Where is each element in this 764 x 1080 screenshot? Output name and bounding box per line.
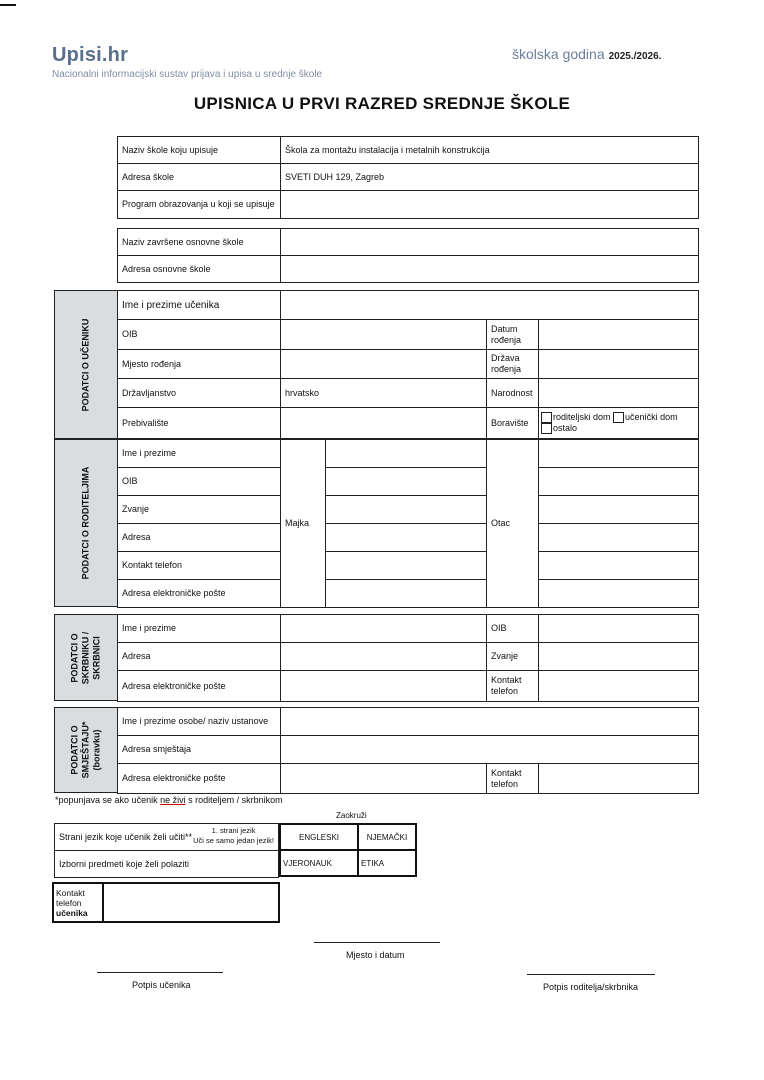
mother-email-field[interactable]	[326, 580, 487, 608]
program-label: Program obrazovanja u koji se upisuje	[118, 191, 281, 219]
father-phone-field[interactable]	[539, 552, 699, 580]
parents-section-title: PODATCI O RODITELJIMA	[80, 466, 91, 580]
choice-ethics[interactable]: ETIKA	[358, 850, 416, 876]
accommodation-table	[117, 707, 699, 794]
father-name-field[interactable]	[539, 440, 699, 468]
parents-section-header	[54, 439, 118, 607]
student-residence-field[interactable]	[281, 408, 487, 439]
father-address-field[interactable]	[539, 524, 699, 552]
accommodation-email-field[interactable]	[281, 764, 487, 794]
program-field[interactable]	[281, 191, 699, 219]
student-oib-field[interactable]	[281, 320, 487, 350]
language-note-1: 1. strani jezik	[211, 826, 256, 835]
guardian-table	[117, 614, 699, 702]
student-signature-line	[97, 972, 223, 973]
stay-option-1-checkbox[interactable]	[541, 412, 552, 423]
school-year	[512, 46, 661, 62]
parent-email-label: Adresa elektroničke pošte	[118, 580, 281, 608]
guardian-name-label: Ime i prezime	[118, 615, 281, 643]
student-signature-label: Potpis učenika	[132, 980, 191, 990]
student-contact-label-bold: učenika	[56, 907, 88, 918]
stay-option-3-label: ostalo	[553, 423, 578, 433]
scan-corner-mark	[0, 4, 16, 6]
mother-title-field[interactable]	[326, 496, 487, 524]
choices-table	[54, 823, 279, 878]
guardian-email-field[interactable]	[281, 671, 487, 702]
father-label: Otac	[487, 440, 539, 608]
parent-phone-label: Kontakt telefon	[118, 552, 281, 580]
parent-signature-line	[527, 974, 655, 975]
guardian-title-label: Zvanje	[487, 643, 539, 671]
mother-phone-field[interactable]	[326, 552, 487, 580]
guardian-phone-label: Kontakt telefon	[487, 671, 539, 702]
guardian-section-title: PODATCI O SKRBNIKU / SKRBNICI	[69, 631, 102, 684]
guardian-oib-label: OIB	[487, 615, 539, 643]
father-oib-field[interactable]	[539, 468, 699, 496]
place-date-line	[314, 942, 440, 943]
parent-address-label: Adresa	[118, 524, 281, 552]
guardian-address-field[interactable]	[281, 643, 487, 671]
student-country-field[interactable]	[539, 350, 699, 379]
student-section-header	[54, 290, 118, 439]
student-citizenship-field[interactable]: hrvatsko	[281, 379, 487, 408]
student-contact-field[interactable]	[103, 883, 279, 922]
student-birthplace-field[interactable]	[281, 350, 487, 379]
accommodation-name-label: Ime i prezime osobe/ naziv ustanove	[118, 708, 281, 736]
parent-signature-label: Potpis roditelja/skrbnika	[543, 982, 639, 992]
stay-option-2-label: učenički dom	[625, 411, 678, 422]
language-note-2: Uči se samo jedan jezik!	[193, 836, 274, 845]
accommodation-phone-field[interactable]	[539, 764, 699, 794]
footnote-post: s roditeljem / skrbnikom	[185, 795, 283, 805]
guardian-email-label: Adresa elektroničke pošte	[118, 671, 281, 702]
father-email-field[interactable]	[539, 580, 699, 608]
student-nationality-label: Narodnost	[487, 379, 539, 408]
student-section-title: PODATCI O UČENIKU	[80, 318, 91, 411]
guardian-name-field[interactable]	[281, 615, 487, 643]
stay-option-1-label: roditeljski dom	[553, 411, 611, 422]
mother-name-field[interactable]	[326, 440, 487, 468]
school-year-value: 2025./2026.	[608, 51, 662, 62]
stay-option-3-checkbox[interactable]	[541, 423, 552, 434]
guardian-phone-field[interactable]	[539, 671, 699, 702]
choice-german[interactable]: NJEMAČKI	[358, 824, 416, 850]
choice-options-grid	[279, 823, 417, 877]
school-address-field[interactable]: SVETI DUH 129, Zagreb	[281, 164, 699, 191]
guardian-title-field[interactable]	[539, 643, 699, 671]
school-name-field[interactable]: Škola za montažu instalacija i metalnih konstrukcija	[281, 137, 699, 164]
guardian-oib-field[interactable]	[539, 615, 699, 643]
accommodation-section-title: PODATCI O SMJEŠTAJU* (boravku)	[69, 721, 102, 779]
student-birthplace-label: Mjesto rođenja	[118, 350, 281, 379]
student-contact-label-text: Kontakt telefon	[56, 887, 85, 908]
footnote-pre: *popunjava se ako učenik	[55, 795, 161, 805]
student-contact-label	[53, 883, 103, 922]
primary-school-name-field[interactable]	[281, 229, 699, 256]
accommodation-section-header	[54, 707, 118, 793]
primary-school-address-label: Adresa osnovne škole	[118, 256, 281, 283]
school-name-label: Naziv škole koju upisuje	[118, 137, 281, 164]
student-residence-label: Prebivalište	[118, 408, 281, 439]
student-table	[117, 290, 699, 439]
student-citizenship-label: Državljanstvo	[118, 379, 281, 408]
accommodation-address-field[interactable]	[281, 736, 699, 764]
parent-name-label: Ime i prezime	[118, 440, 281, 468]
school-table	[117, 136, 699, 219]
parents-table	[117, 439, 699, 608]
mother-label: Majka	[281, 440, 326, 608]
language-label-text: Strani jezik koje učenik želi učiti**	[59, 831, 193, 842]
student-nationality-field[interactable]	[539, 379, 699, 408]
language-label	[55, 824, 279, 851]
primary-school-address-field[interactable]	[281, 256, 699, 283]
student-name-label-text: Ime i prezime učenika	[122, 299, 220, 311]
school-address-label: Adresa škole	[118, 164, 281, 191]
school-year-label: školska godina	[512, 46, 605, 62]
guardian-section-header	[54, 614, 118, 701]
student-contact-table	[52, 882, 280, 923]
footnote-underlined: ne živi	[160, 795, 186, 805]
student-dob-label: Datum rođenja	[487, 320, 539, 350]
circle-instruction: Zaokruži	[336, 811, 367, 820]
accommodation-address-label: Adresa smještaja	[118, 736, 281, 764]
logo: Upisi.hr	[52, 44, 129, 66]
accommodation-phone-label: Kontakt telefon	[487, 764, 539, 794]
parent-oib-label: OIB	[118, 468, 281, 496]
student-name-field[interactable]	[281, 291, 699, 320]
stay-option-2-checkbox[interactable]	[613, 412, 624, 423]
student-stay-label: Boravište	[487, 408, 539, 439]
page-title: UPISNICA U PRVI RAZRED SREDNJE ŠKOLE	[193, 94, 571, 113]
student-stay-options	[539, 408, 699, 439]
accommodation-email-label: Adresa elektroničke pošte	[118, 764, 281, 794]
tagline: Nacionalni informacijski sustav prijava i upisa u srednje škole	[52, 69, 323, 80]
student-dob-field[interactable]	[539, 320, 699, 350]
primary-school-name-label: Naziv završene osnovne škole	[118, 229, 281, 256]
footnote	[55, 795, 283, 805]
elective-label: Izborni predmeti koje želi polaziti	[55, 851, 279, 878]
accommodation-name-field[interactable]	[281, 708, 699, 736]
student-oib-label: OIB	[118, 320, 281, 350]
guardian-address-label: Adresa	[118, 643, 281, 671]
father-title-field[interactable]	[539, 496, 699, 524]
language-note	[193, 826, 274, 846]
mother-address-field[interactable]	[326, 524, 487, 552]
student-country-label: Država rođenja	[487, 350, 539, 379]
parent-title-label: Zvanje	[118, 496, 281, 524]
mother-oib-field[interactable]	[326, 468, 487, 496]
choice-english[interactable]: ENGLESKI	[280, 824, 358, 850]
primary-school-table	[117, 228, 699, 283]
choice-religion[interactable]: VJERONAUK	[280, 850, 358, 876]
place-date-label: Mjesto i datum	[346, 950, 405, 960]
student-name-label	[118, 291, 281, 320]
